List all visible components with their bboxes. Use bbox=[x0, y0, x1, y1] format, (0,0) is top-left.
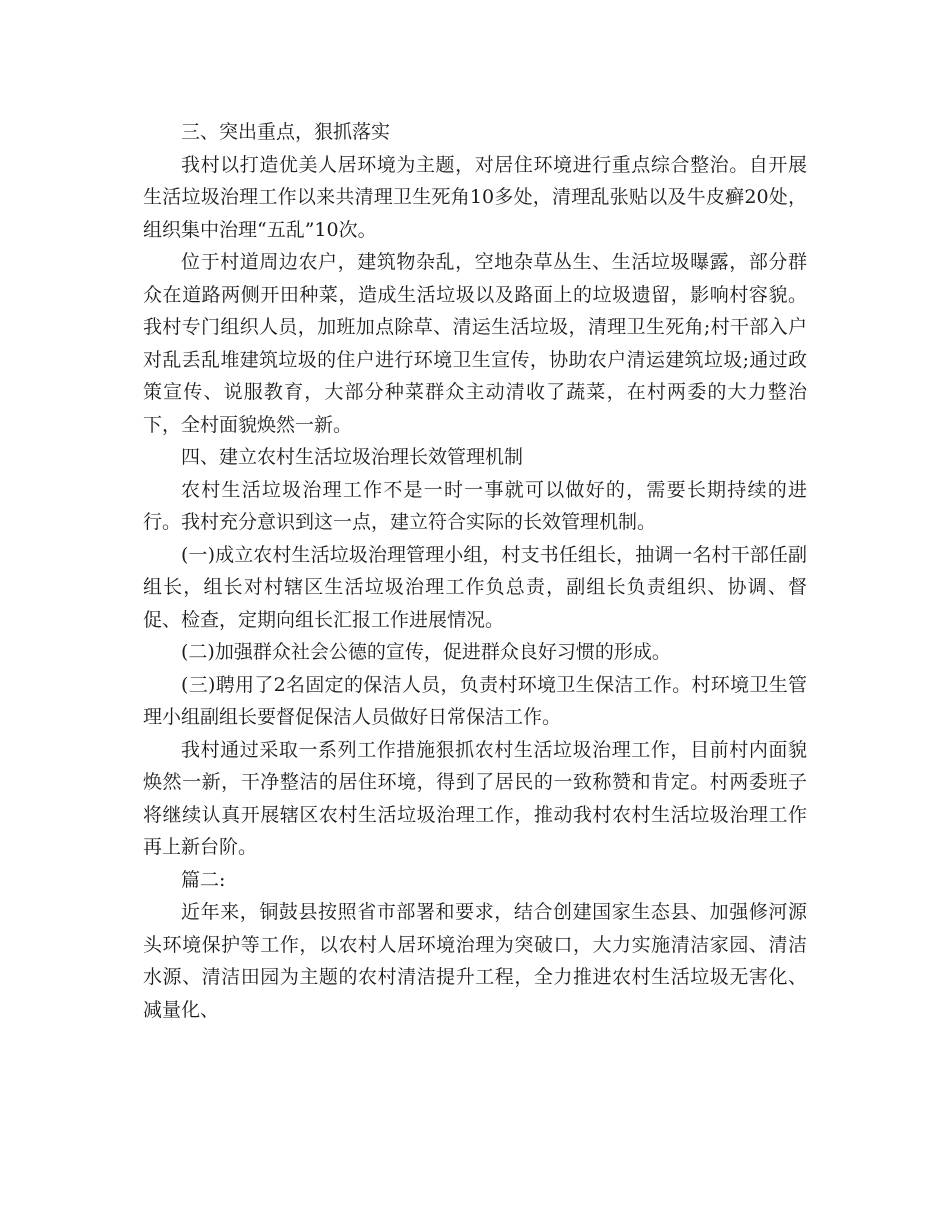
list-item-2: (二)加强群众社会公德的宣传，促进群众良好习惯的形成。 bbox=[181, 641, 671, 663]
section-heading-4: 四、建立农村生活垃圾治理长效管理机制 bbox=[181, 446, 524, 468]
document-body bbox=[143, 116, 807, 1026]
paragraph: 农村生活垃圾治理工作不是一时一事就可以做好的，需要长期持续的进行。我村充分意识到这一点，建立符合实际的长效管理机制。 bbox=[143, 478, 807, 533]
section-heading-3: 三、突出重点，狠抓落实 bbox=[181, 121, 391, 143]
paragraph: 我村以打造优美人居环境为主题，对居住环境进行重点综合整治。自开展生活垃圾治理工作以来共清理卫生死角10多处，清理乱张贴以及牛皮癣20处，组织集中治理“五乱”10次。 bbox=[143, 153, 807, 241]
paragraph: 近年来，铜鼓县按照省市部署和要求，结合创建国家生态县、加强修河源头环境保护等工作，以农村人居环境治理为突破口，大力实施清洁家园、清洁水源、清洁田园为主题的农村清洁提升工程，全力推进农村生活垃圾无害化、减量化、 bbox=[143, 901, 807, 1021]
list-item-1: (一)成立农村生活垃圾治理管理小组，村支书任组长，抽调一名村干部任副组长，组长对村辖区生活垃圾治理工作负总责，副组长负责组织、协调、督促、检查，定期向组长汇报工作进展情况。 bbox=[143, 543, 807, 631]
part-heading: 篇二: bbox=[181, 868, 226, 891]
paragraph: 我村通过采取一系列工作措施狠抓农村生活垃圾治理工作，目前村内面貌焕然一新，干净整洁的居住环境，得到了居民的一致称赞和肯定。村两委班子将继续认真开展辖区农村生活垃圾治理工作，推动我村农村生活垃圾治理工作再上新台阶。 bbox=[143, 738, 807, 858]
paragraph: 位于村道周边农户，建筑物杂乱，空地杂草丛生、生活垃圾曝露，部分群众在道路两侧开田种菜，造成生活垃圾以及路面上的垃圾遗留，影响村容貌。我村专门组织人员，加班加点除草、清运生活垃圾，清理卫生死角;村干部入户对乱丢乱堆建筑垃圾的住户进行环境卫生宣传，协助农户清运建筑垃圾;通过政策宣传、说服教育，大部分种菜群众主动清收了蔬菜，在村两委的大力整治下，全村面貌焕然一新。 bbox=[143, 251, 807, 436]
list-item-3: (三)聘用了2名固定的保洁人员，负责村环境卫生保洁工作。村环境卫生管理小组副组长要督促保洁人员做好日常保洁工作。 bbox=[143, 673, 807, 728]
